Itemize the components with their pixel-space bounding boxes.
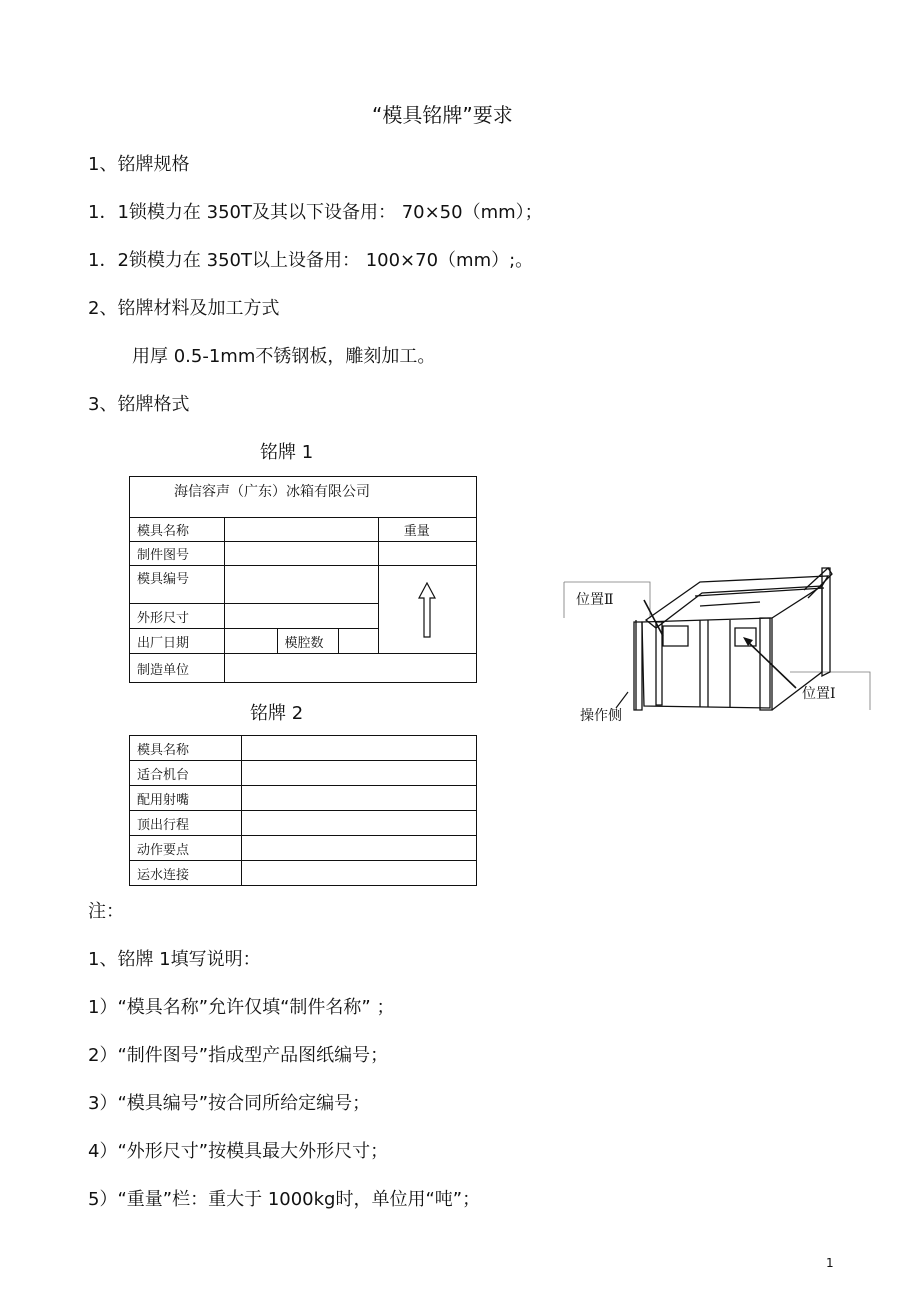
plate-1-weight-label: 重量: [378, 518, 476, 542]
plate-2-row-value: [242, 861, 477, 886]
plate-2-row-value: [242, 786, 477, 811]
page-number: 1: [826, 1256, 834, 1270]
plate-1-arrow-cell: [378, 566, 476, 654]
section-1-heading: 1、铭牌规格: [88, 154, 190, 175]
nameplate-1: [129, 476, 477, 683]
up-arrow-icon: [417, 582, 437, 638]
section-2-heading: 2、铭牌材料及加工方式: [88, 298, 280, 319]
plate-1-mold-name-label: 模具名称: [130, 518, 225, 542]
plate-2-row-label: 动作要点: [130, 836, 242, 861]
diagram-position-1-label: 位置Ⅰ: [802, 686, 836, 702]
plate-1-cavities-label: 模腔数: [277, 629, 339, 654]
spec-item-2: 1．2锁模力在 350T以上设备用： 100×70（mm）;。: [88, 250, 534, 271]
plate-2-row-value: [242, 736, 477, 761]
plate-2-row-value: [242, 761, 477, 786]
plate-1-caption: 铭牌 1: [260, 442, 314, 463]
plate-1-dimensions-label: 外形尺寸: [130, 604, 225, 629]
note-line: 1）“模具名称”允许仅填“制件名称” ；: [88, 997, 395, 1018]
note-line: 5）“重量”栏：重大于 1000kg时，单位用“吨”；: [88, 1189, 481, 1210]
plate-1-mold-number-value: [225, 566, 379, 604]
section-3-heading: 3、铭牌格式: [88, 394, 190, 415]
plate-1-dimensions-value: [225, 604, 379, 629]
plate-2-caption: 铭牌 2: [250, 703, 304, 724]
note-line: 2）“制件图号”指成型产品图纸编号；: [88, 1045, 389, 1066]
plate-1-part-drawing-label: 制件图号: [130, 542, 225, 566]
plate-2-row-label: 运水连接: [130, 861, 242, 886]
plate-1-factory-date-label: 出厂日期: [130, 629, 225, 654]
notes-heading: 注：: [88, 901, 124, 922]
plate-2-row-label: 顶出行程: [130, 811, 242, 836]
material-text: 用厚 0.5-1mm不锈钢板，雕刻加工。: [132, 346, 436, 367]
diagram-position-2-label: 位置Ⅱ: [576, 592, 614, 608]
note-line: 3）“模具编号”按合同所给定编号；: [88, 1093, 371, 1114]
plate-1-manufacturer-value: [225, 654, 477, 683]
plate-1-factory-date-value: [225, 629, 277, 654]
note-line: 4）“外形尺寸”按模具最大外形尺寸；: [88, 1141, 389, 1162]
plate-2-row-label: 适合机台: [130, 761, 242, 786]
plate-2-row-value: [242, 811, 477, 836]
plate-1-mold-name-value: [225, 518, 379, 542]
nameplate-2: [129, 735, 477, 886]
plate-1-cavities-value: [339, 629, 378, 654]
plate-1-manufacturer-label: 制造单位: [130, 654, 225, 683]
plate-2-row-value: [242, 836, 477, 861]
plate-1-company: 海信容声（广东）冰箱有限公司: [130, 477, 477, 518]
plate-1-part-drawing-value: [225, 542, 379, 566]
page-title: “模具铭牌”要求: [372, 103, 513, 127]
spec-item-1: 1．1锁模力在 350T及其以下设备用： 70×50（mm）；: [88, 202, 543, 223]
plate-1-weight-value: [378, 542, 476, 566]
diagram-operator-side-label: 操作侧: [580, 708, 622, 724]
plate-2-row-label: 模具名称: [130, 736, 242, 761]
plate-1-mold-number-label: 模具编号: [130, 566, 225, 604]
note-1-heading: 1、铭牌 1填写说明：: [88, 949, 261, 970]
plate-2-row-label: 配用射嘴: [130, 786, 242, 811]
